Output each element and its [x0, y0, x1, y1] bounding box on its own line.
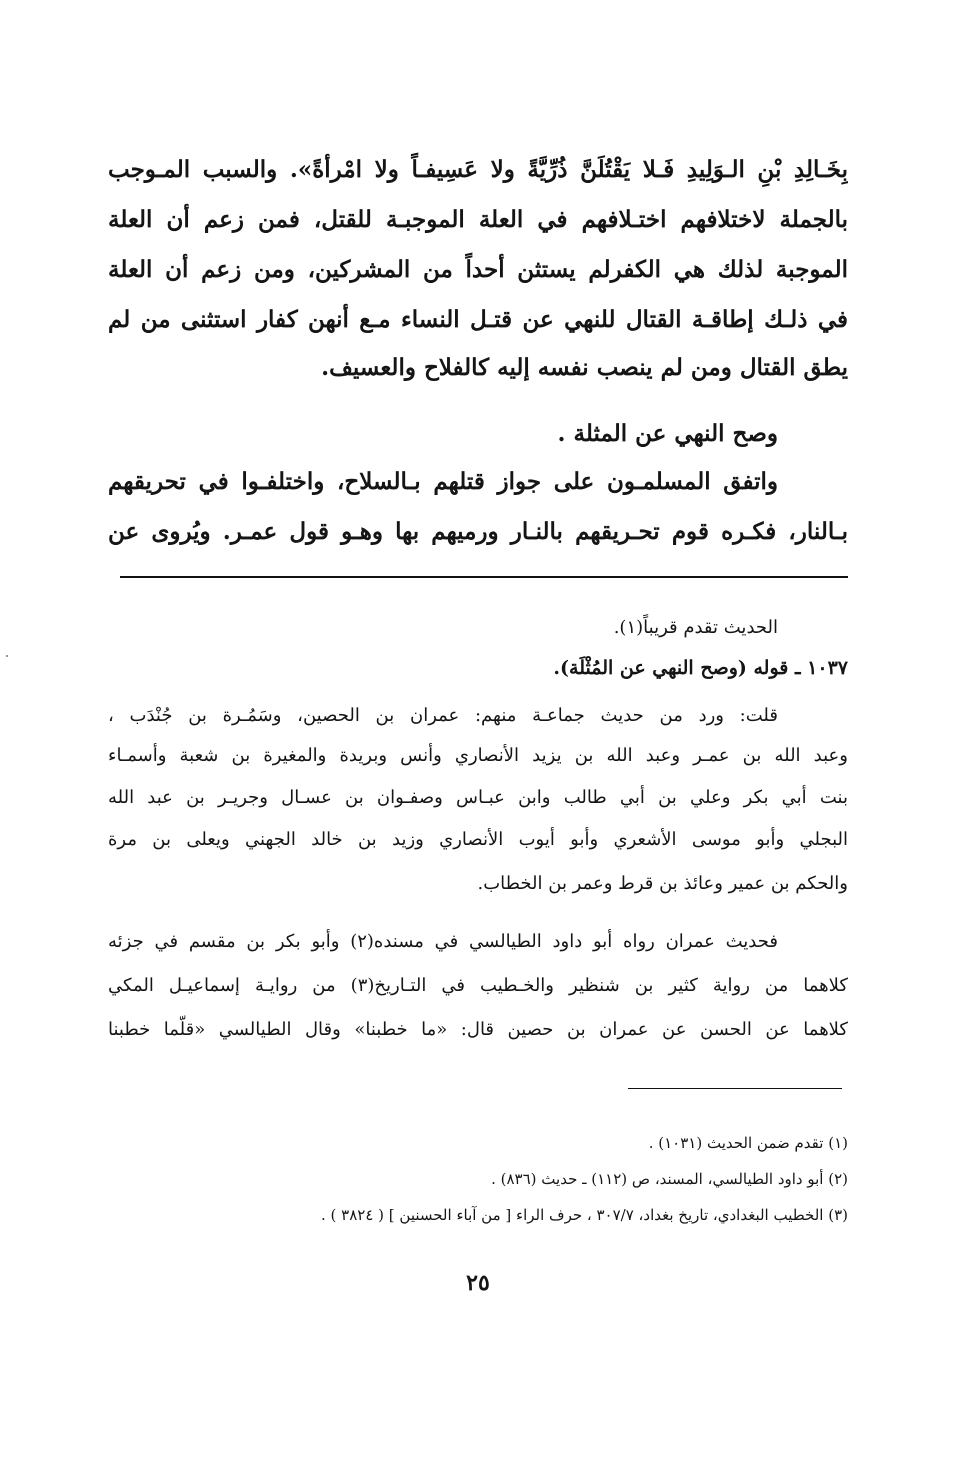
footnote: (٢) أبو داود الطيالسي، المسند، ص (١١٢) ـ حديث (٨٣٦) . — [491, 1170, 848, 1188]
main-text-line: في ذلـك إطاقـة القتال للنهي عن قتـل النساء مـع أنهن كفار استثنى من لم — [108, 306, 848, 333]
note-line: بنت أبي بكر وعلي بن أبي طالب وابن عبـاس وصفـوان بن عسـال وجريـر بن عبد الله — [108, 787, 848, 808]
section-heading: وصح النهي عن المثلة . — [557, 420, 778, 447]
page-number: ٢٥ — [466, 1270, 490, 1296]
note-line: كلاهما عن الحسن عن عمران بن حصين قال: «ما خطبنا» وقال الطيالسي «قلّما خطبنا — [108, 1019, 848, 1040]
main-text-line: يطق القتال ومن لم ينصب نفسه إليه كالفلاح والعسيف. — [321, 354, 848, 381]
main-text-line: بالجملة لاختلافهم اختـلافهم في العلة الموجبـة للقتل، فمن زعم أن العلة — [108, 206, 848, 233]
footnote: (١) تقدم ضمن الحديث (١٠٣١) . — [648, 1134, 848, 1152]
note-heading: ١٠٣٧ ـ قوله (وصح النهي عن المُثْلَة). — [553, 657, 848, 679]
section-divider — [120, 576, 848, 578]
note-line: وعبد الله بن عمـر وعبد الله بن يزيد الأنصاري وأنس وبريدة والمغيرة بن شعبة وأسمـاء — [108, 745, 848, 766]
note-line: قلت: ورد من حديث جماعـة منهم: عمران بن الحصين، وسَمُـرة بن جُنْدَب ، — [108, 705, 778, 726]
main-text-line: بـالنار، فكـره قوم تحـريقهم بالنـار ورميهم بها وهـو قول عمـر. ويُروى عن — [108, 518, 848, 545]
margin-mark — [6, 655, 8, 657]
note-line: كلاهما من رواية كثير بن شنظير والخـطيب في التـاريخ(٣) من روايـة إسماعيـل المكي — [108, 975, 848, 996]
main-text-line: الموجبة لذلك هي الكفرلم يستثن أحداً من المشركين، ومن زعم أن العلة — [108, 256, 848, 283]
main-text-line: بِخَـالِدِ بْنِ الـوَلِيدِ فَـلا يَقْتُلَنَّ ذُرِّيَّةً ولا عَسِيفـاً ولا امْرأةً». والسبب المـوجب — [108, 156, 848, 183]
main-text-line: واتفق المسلمـون على جواز قتلهم بـالسلاح، واختلفـوا في تحريقهم — [108, 468, 778, 495]
footnote-divider — [628, 1088, 842, 1089]
note-line: الحديث تقدم قريباً(١). — [613, 617, 778, 638]
note-line: البجلي وأبو موسى الأشعري وأبو أيوب الأنصاري وزيد بن خالد الجهني ويعلى بن مرة — [108, 829, 848, 850]
note-line: فحديث عمران رواه أبو داود الطيالسي في مسنده(٢) وأبو بكر بن مقسم في جزئه — [108, 931, 778, 952]
note-line: والحكم بن عمير وعائذ بن قرط وعمر بن الخطاب. — [477, 873, 848, 894]
footnote: (٣) الخطيب البغدادي، تاريخ بغداد، ٣٠٧/٧ ، حرف الراء [ من آباء الحسنين ] ( ٣٨٢٤ ) . — [321, 1206, 848, 1224]
